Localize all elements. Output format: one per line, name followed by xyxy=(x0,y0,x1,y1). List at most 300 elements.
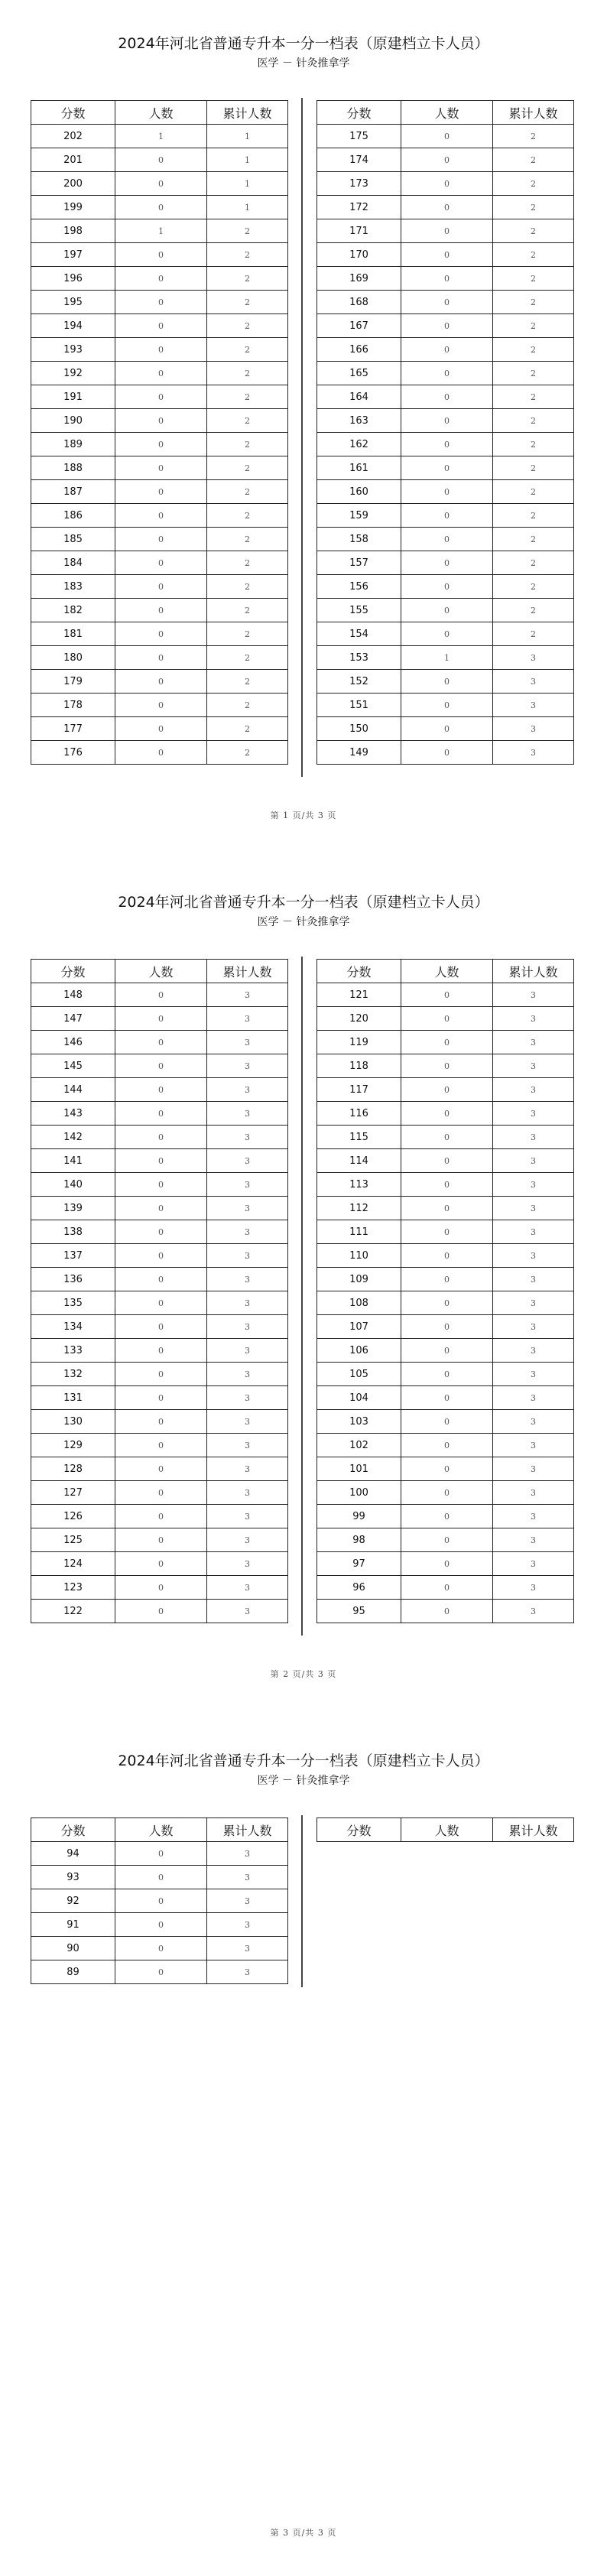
cumulative-cell: 3 xyxy=(207,1197,288,1220)
table-row xyxy=(317,1552,574,1576)
cumulative-cell: 3 xyxy=(493,1102,574,1126)
count-cell: 0 xyxy=(401,1315,493,1339)
table-row xyxy=(31,1889,288,1913)
score-cell: 201 xyxy=(31,148,115,172)
score-cell: 133 xyxy=(31,1339,115,1363)
score-cell: 97 xyxy=(317,1552,401,1576)
cumulative-cell: 3 xyxy=(207,1481,288,1505)
score-cell: 110 xyxy=(317,1244,401,1268)
count-cell: 0 xyxy=(115,456,207,480)
cumulative-cell: 2 xyxy=(493,551,574,575)
cumulative-cell: 2 xyxy=(493,196,574,219)
table-row xyxy=(317,1078,574,1102)
count-cell: 0 xyxy=(401,717,493,741)
table-row xyxy=(31,291,288,314)
score-cell: 103 xyxy=(317,1410,401,1434)
cumulative-cell: 3 xyxy=(207,1054,288,1078)
cumulative-cell: 2 xyxy=(207,314,288,338)
count-cell: 0 xyxy=(115,551,207,575)
table-header-row xyxy=(31,1818,288,1842)
cumulative-cell: 2 xyxy=(207,504,288,528)
table-row xyxy=(317,291,574,314)
count-cell: 0 xyxy=(401,1007,493,1031)
score-cell: 116 xyxy=(317,1102,401,1126)
table-row xyxy=(31,717,288,741)
table-row xyxy=(31,1078,288,1102)
table-header-row xyxy=(317,1818,574,1842)
cumulative-cell: 2 xyxy=(207,480,288,504)
count-cell: 0 xyxy=(401,528,493,551)
cumulative-cell: 2 xyxy=(207,291,288,314)
table-row xyxy=(31,1866,288,1889)
column-header-cumulative: 累计人数 xyxy=(493,960,574,983)
score-cell: 96 xyxy=(317,1576,401,1600)
count-cell: 0 xyxy=(115,1386,207,1410)
cumulative-cell: 3 xyxy=(493,1386,574,1410)
score-cell: 127 xyxy=(31,1481,115,1505)
table-row xyxy=(317,243,574,267)
count-cell: 0 xyxy=(115,1576,207,1600)
count-cell: 0 xyxy=(115,717,207,741)
table-row xyxy=(31,362,288,385)
table-row xyxy=(317,551,574,575)
column-header-score: 分数 xyxy=(31,960,115,983)
cumulative-cell: 3 xyxy=(207,1268,288,1291)
score-cell: 188 xyxy=(31,456,115,480)
table-row xyxy=(31,219,288,243)
cumulative-cell: 3 xyxy=(493,1031,574,1054)
count-cell: 0 xyxy=(401,433,493,456)
score-cell: 157 xyxy=(317,551,401,575)
count-cell: 0 xyxy=(401,338,493,362)
page-footer: 第 3 页/共 3 页 xyxy=(270,2528,337,2538)
column-header-score: 分数 xyxy=(31,1818,115,1842)
score-cell: 196 xyxy=(31,267,115,291)
count-cell: 0 xyxy=(115,409,207,433)
count-cell: 0 xyxy=(401,1149,493,1173)
count-cell: 0 xyxy=(115,1552,207,1576)
score-cell: 107 xyxy=(317,1315,401,1339)
score-cell: 106 xyxy=(317,1339,401,1363)
count-cell: 0 xyxy=(401,291,493,314)
score-cell: 142 xyxy=(31,1126,115,1149)
table-row xyxy=(31,1149,288,1173)
table-row xyxy=(31,172,288,196)
count-cell: 0 xyxy=(401,1434,493,1457)
count-cell: 0 xyxy=(115,362,207,385)
cumulative-cell: 2 xyxy=(207,385,288,409)
score-cell: 165 xyxy=(317,362,401,385)
table-row xyxy=(31,1220,288,1244)
score-cell: 100 xyxy=(317,1481,401,1505)
score-cell: 185 xyxy=(31,528,115,551)
cumulative-cell: 3 xyxy=(493,1528,574,1552)
cumulative-cell: 3 xyxy=(207,1410,288,1434)
score-cell: 136 xyxy=(31,1268,115,1291)
score-cell: 182 xyxy=(31,599,115,622)
score-table-left xyxy=(31,1817,288,1984)
count-cell: 0 xyxy=(115,1457,207,1481)
cumulative-cell: 2 xyxy=(207,599,288,622)
score-cell: 176 xyxy=(31,741,115,765)
score-cell: 108 xyxy=(317,1291,401,1315)
score-cell: 128 xyxy=(31,1457,115,1481)
table-row xyxy=(317,528,574,551)
score-cell: 119 xyxy=(317,1031,401,1054)
table-row xyxy=(31,983,288,1007)
table-row xyxy=(317,338,574,362)
cumulative-cell: 3 xyxy=(207,1866,288,1889)
table-row xyxy=(317,1576,574,1600)
table-header-row xyxy=(31,101,288,125)
table-row xyxy=(317,219,574,243)
cumulative-cell: 2 xyxy=(493,528,574,551)
cumulative-cell: 3 xyxy=(493,1126,574,1149)
count-cell: 0 xyxy=(401,148,493,172)
score-cell: 175 xyxy=(317,125,401,148)
score-cell: 93 xyxy=(31,1866,115,1889)
score-cell: 198 xyxy=(31,219,115,243)
table-row xyxy=(31,1173,288,1197)
cumulative-cell: 2 xyxy=(207,362,288,385)
cumulative-cell: 3 xyxy=(207,1842,288,1866)
table-row xyxy=(317,983,574,1007)
count-cell: 0 xyxy=(115,1410,207,1434)
table-row xyxy=(317,385,574,409)
table-row xyxy=(31,1339,288,1363)
table-row xyxy=(317,1220,574,1244)
cumulative-cell: 2 xyxy=(207,551,288,575)
score-cell: 190 xyxy=(31,409,115,433)
cumulative-cell: 2 xyxy=(207,243,288,267)
table-row xyxy=(31,1244,288,1268)
cumulative-cell: 2 xyxy=(493,385,574,409)
count-cell: 0 xyxy=(401,1457,493,1481)
table-row xyxy=(31,480,288,504)
score-cell: 192 xyxy=(31,362,115,385)
table-row xyxy=(317,1197,574,1220)
cumulative-cell: 2 xyxy=(493,148,574,172)
table-row xyxy=(31,504,288,528)
column-header-score: 分数 xyxy=(317,1818,401,1842)
table-row xyxy=(317,599,574,622)
page-footer: 第 1 页/共 3 页 xyxy=(270,810,337,820)
count-cell: 0 xyxy=(401,1102,493,1126)
score-cell: 195 xyxy=(31,291,115,314)
column-header-cumulative: 累计人数 xyxy=(207,1818,288,1842)
cumulative-cell: 2 xyxy=(207,409,288,433)
table-row xyxy=(31,1363,288,1386)
score-cell: 202 xyxy=(31,125,115,148)
table-row xyxy=(31,125,288,148)
count-cell: 0 xyxy=(401,196,493,219)
table-row xyxy=(31,1102,288,1126)
table-row xyxy=(317,741,574,765)
score-cell: 121 xyxy=(317,983,401,1007)
table-row xyxy=(31,314,288,338)
cumulative-cell: 3 xyxy=(493,1600,574,1623)
count-cell: 0 xyxy=(401,385,493,409)
table-row xyxy=(31,551,288,575)
count-cell: 0 xyxy=(115,196,207,219)
score-cell: 98 xyxy=(317,1528,401,1552)
cumulative-cell: 2 xyxy=(207,456,288,480)
page xyxy=(0,0,607,859)
score-cell: 158 xyxy=(317,528,401,551)
cumulative-cell: 2 xyxy=(493,291,574,314)
cumulative-cell: 3 xyxy=(493,1197,574,1220)
table-row xyxy=(317,717,574,741)
score-table-left xyxy=(31,100,288,765)
count-cell: 0 xyxy=(115,694,207,717)
table-row xyxy=(31,1386,288,1410)
count-cell: 0 xyxy=(401,1031,493,1054)
column-divider xyxy=(301,1815,303,1987)
cumulative-cell: 2 xyxy=(493,172,574,196)
cumulative-cell: 2 xyxy=(493,338,574,362)
cumulative-cell: 2 xyxy=(493,409,574,433)
cumulative-cell: 2 xyxy=(493,314,574,338)
column-header-count: 人数 xyxy=(401,1818,493,1842)
cumulative-cell: 3 xyxy=(493,646,574,670)
count-cell: 0 xyxy=(115,1528,207,1552)
cumulative-cell: 3 xyxy=(493,670,574,694)
table-row xyxy=(317,172,574,196)
score-table-right xyxy=(316,959,574,1623)
count-cell: 0 xyxy=(401,1576,493,1600)
column-header-count: 人数 xyxy=(401,101,493,125)
cumulative-cell: 3 xyxy=(207,1528,288,1552)
score-cell: 154 xyxy=(317,622,401,646)
count-cell: 0 xyxy=(115,1173,207,1197)
cumulative-cell: 2 xyxy=(207,622,288,646)
count-cell: 0 xyxy=(401,1410,493,1434)
table-row xyxy=(31,1268,288,1291)
cumulative-cell: 3 xyxy=(207,1457,288,1481)
score-cell: 160 xyxy=(317,480,401,504)
count-cell: 0 xyxy=(401,1054,493,1078)
cumulative-cell: 3 xyxy=(493,1078,574,1102)
count-cell: 0 xyxy=(115,1149,207,1173)
table-row xyxy=(317,125,574,148)
table-row xyxy=(317,1481,574,1505)
table-row xyxy=(317,1434,574,1457)
score-cell: 102 xyxy=(317,1434,401,1457)
table-row xyxy=(31,148,288,172)
table-row xyxy=(317,1149,574,1173)
column-header-score: 分数 xyxy=(317,101,401,125)
count-cell: 0 xyxy=(401,1552,493,1576)
score-cell: 113 xyxy=(317,1173,401,1197)
table-row xyxy=(31,599,288,622)
score-cell: 197 xyxy=(31,243,115,267)
table-row xyxy=(317,1505,574,1528)
cumulative-cell: 3 xyxy=(493,741,574,765)
score-cell: 137 xyxy=(31,1244,115,1268)
score-cell: 109 xyxy=(317,1268,401,1291)
score-cell: 148 xyxy=(31,983,115,1007)
cumulative-cell: 3 xyxy=(493,1173,574,1197)
cumulative-cell: 3 xyxy=(493,1363,574,1386)
table-row xyxy=(31,1007,288,1031)
count-cell: 0 xyxy=(401,1363,493,1386)
count-cell: 0 xyxy=(115,338,207,362)
cumulative-cell: 3 xyxy=(493,1268,574,1291)
table-row xyxy=(31,622,288,646)
cumulative-cell: 2 xyxy=(207,528,288,551)
cumulative-cell: 2 xyxy=(493,480,574,504)
score-cell: 151 xyxy=(317,694,401,717)
cumulative-cell: 3 xyxy=(493,1149,574,1173)
count-cell: 0 xyxy=(115,1220,207,1244)
score-cell: 150 xyxy=(317,717,401,741)
table-row xyxy=(317,1126,574,1149)
count-cell: 0 xyxy=(401,504,493,528)
score-cell: 145 xyxy=(31,1054,115,1078)
page-subtitle: 医学 － 针灸推拿学 xyxy=(257,1775,350,1787)
score-cell: 180 xyxy=(31,646,115,670)
table-row xyxy=(31,1600,288,1623)
cumulative-cell: 2 xyxy=(493,267,574,291)
count-cell: 0 xyxy=(115,741,207,765)
cumulative-cell: 2 xyxy=(207,433,288,456)
score-cell: 184 xyxy=(31,551,115,575)
column-header-count: 人数 xyxy=(115,1818,207,1842)
score-cell: 152 xyxy=(317,670,401,694)
score-cell: 89 xyxy=(31,1960,115,1984)
cumulative-cell: 3 xyxy=(207,1102,288,1126)
count-cell: 0 xyxy=(115,504,207,528)
score-cell: 126 xyxy=(31,1505,115,1528)
score-table-right xyxy=(316,100,574,765)
score-cell: 159 xyxy=(317,504,401,528)
score-cell: 166 xyxy=(317,338,401,362)
count-cell: 1 xyxy=(115,219,207,243)
table-row xyxy=(31,1457,288,1481)
table-row xyxy=(317,362,574,385)
cumulative-cell: 2 xyxy=(493,575,574,599)
count-cell: 0 xyxy=(115,480,207,504)
table-row xyxy=(31,1552,288,1576)
count-cell: 0 xyxy=(115,314,207,338)
count-cell: 0 xyxy=(401,694,493,717)
table-row xyxy=(31,1913,288,1937)
count-cell: 0 xyxy=(115,528,207,551)
cumulative-cell: 3 xyxy=(493,1220,574,1244)
cumulative-cell: 2 xyxy=(207,219,288,243)
count-cell: 0 xyxy=(115,575,207,599)
score-cell: 179 xyxy=(31,670,115,694)
cumulative-cell: 2 xyxy=(493,433,574,456)
table-row xyxy=(31,1481,288,1505)
cumulative-cell: 3 xyxy=(207,1291,288,1315)
table-row xyxy=(31,1842,288,1866)
count-cell: 0 xyxy=(115,243,207,267)
score-cell: 191 xyxy=(31,385,115,409)
cumulative-cell: 3 xyxy=(207,1244,288,1268)
cumulative-cell: 3 xyxy=(493,1552,574,1576)
cumulative-cell: 3 xyxy=(207,1126,288,1149)
count-cell: 0 xyxy=(115,1434,207,1457)
score-cell: 170 xyxy=(317,243,401,267)
count-cell: 0 xyxy=(401,1291,493,1315)
cumulative-cell: 2 xyxy=(493,243,574,267)
table-row xyxy=(317,622,574,646)
score-cell: 111 xyxy=(317,1220,401,1244)
cumulative-cell: 2 xyxy=(207,338,288,362)
cumulative-cell: 2 xyxy=(207,694,288,717)
table-row xyxy=(317,196,574,219)
cumulative-cell: 3 xyxy=(493,717,574,741)
score-cell: 95 xyxy=(317,1600,401,1623)
table-row xyxy=(317,1054,574,1078)
count-cell: 0 xyxy=(401,1078,493,1102)
table-header-row xyxy=(317,960,574,983)
cumulative-cell: 2 xyxy=(493,622,574,646)
count-cell: 0 xyxy=(401,125,493,148)
table-row xyxy=(317,504,574,528)
count-cell: 0 xyxy=(401,1268,493,1291)
column-divider xyxy=(301,98,303,777)
table-row xyxy=(317,1291,574,1315)
count-cell: 0 xyxy=(115,1339,207,1363)
count-cell: 1 xyxy=(115,125,207,148)
count-cell: 0 xyxy=(115,1315,207,1339)
score-cell: 193 xyxy=(31,338,115,362)
count-cell: 0 xyxy=(115,646,207,670)
score-cell: 173 xyxy=(317,172,401,196)
count-cell: 0 xyxy=(115,1054,207,1078)
score-cell: 181 xyxy=(31,622,115,646)
count-cell: 0 xyxy=(401,1386,493,1410)
column-header-count: 人数 xyxy=(115,101,207,125)
cumulative-cell: 3 xyxy=(207,1434,288,1457)
table-row xyxy=(317,646,574,670)
count-cell: 0 xyxy=(115,1481,207,1505)
score-cell: 115 xyxy=(317,1126,401,1149)
score-table-left xyxy=(31,959,288,1623)
count-cell: 0 xyxy=(115,172,207,196)
count-cell: 0 xyxy=(115,1866,207,1889)
table-row xyxy=(317,1528,574,1552)
score-cell: 156 xyxy=(317,575,401,599)
count-cell: 0 xyxy=(401,1220,493,1244)
count-cell: 0 xyxy=(115,148,207,172)
score-cell: 129 xyxy=(31,1434,115,1457)
table-row xyxy=(317,409,574,433)
score-cell: 94 xyxy=(31,1842,115,1866)
table-row xyxy=(31,433,288,456)
cumulative-cell: 2 xyxy=(493,125,574,148)
page-title: 2024年河北省普通专升本一分一档表（原建档立卡人员） xyxy=(118,35,489,52)
cumulative-cell: 2 xyxy=(207,741,288,765)
cumulative-cell: 3 xyxy=(207,1386,288,1410)
count-cell: 0 xyxy=(401,983,493,1007)
score-cell: 92 xyxy=(31,1889,115,1913)
count-cell: 0 xyxy=(401,1481,493,1505)
column-header-score: 分数 xyxy=(317,960,401,983)
score-cell: 130 xyxy=(31,1410,115,1434)
count-cell: 0 xyxy=(115,1600,207,1623)
table-row xyxy=(317,575,574,599)
count-cell: 0 xyxy=(401,1339,493,1363)
column-header-cumulative: 累计人数 xyxy=(493,101,574,125)
count-cell: 0 xyxy=(401,1244,493,1268)
score-cell: 189 xyxy=(31,433,115,456)
table-row xyxy=(31,385,288,409)
cumulative-cell: 3 xyxy=(493,1339,574,1363)
cumulative-cell: 3 xyxy=(493,1007,574,1031)
